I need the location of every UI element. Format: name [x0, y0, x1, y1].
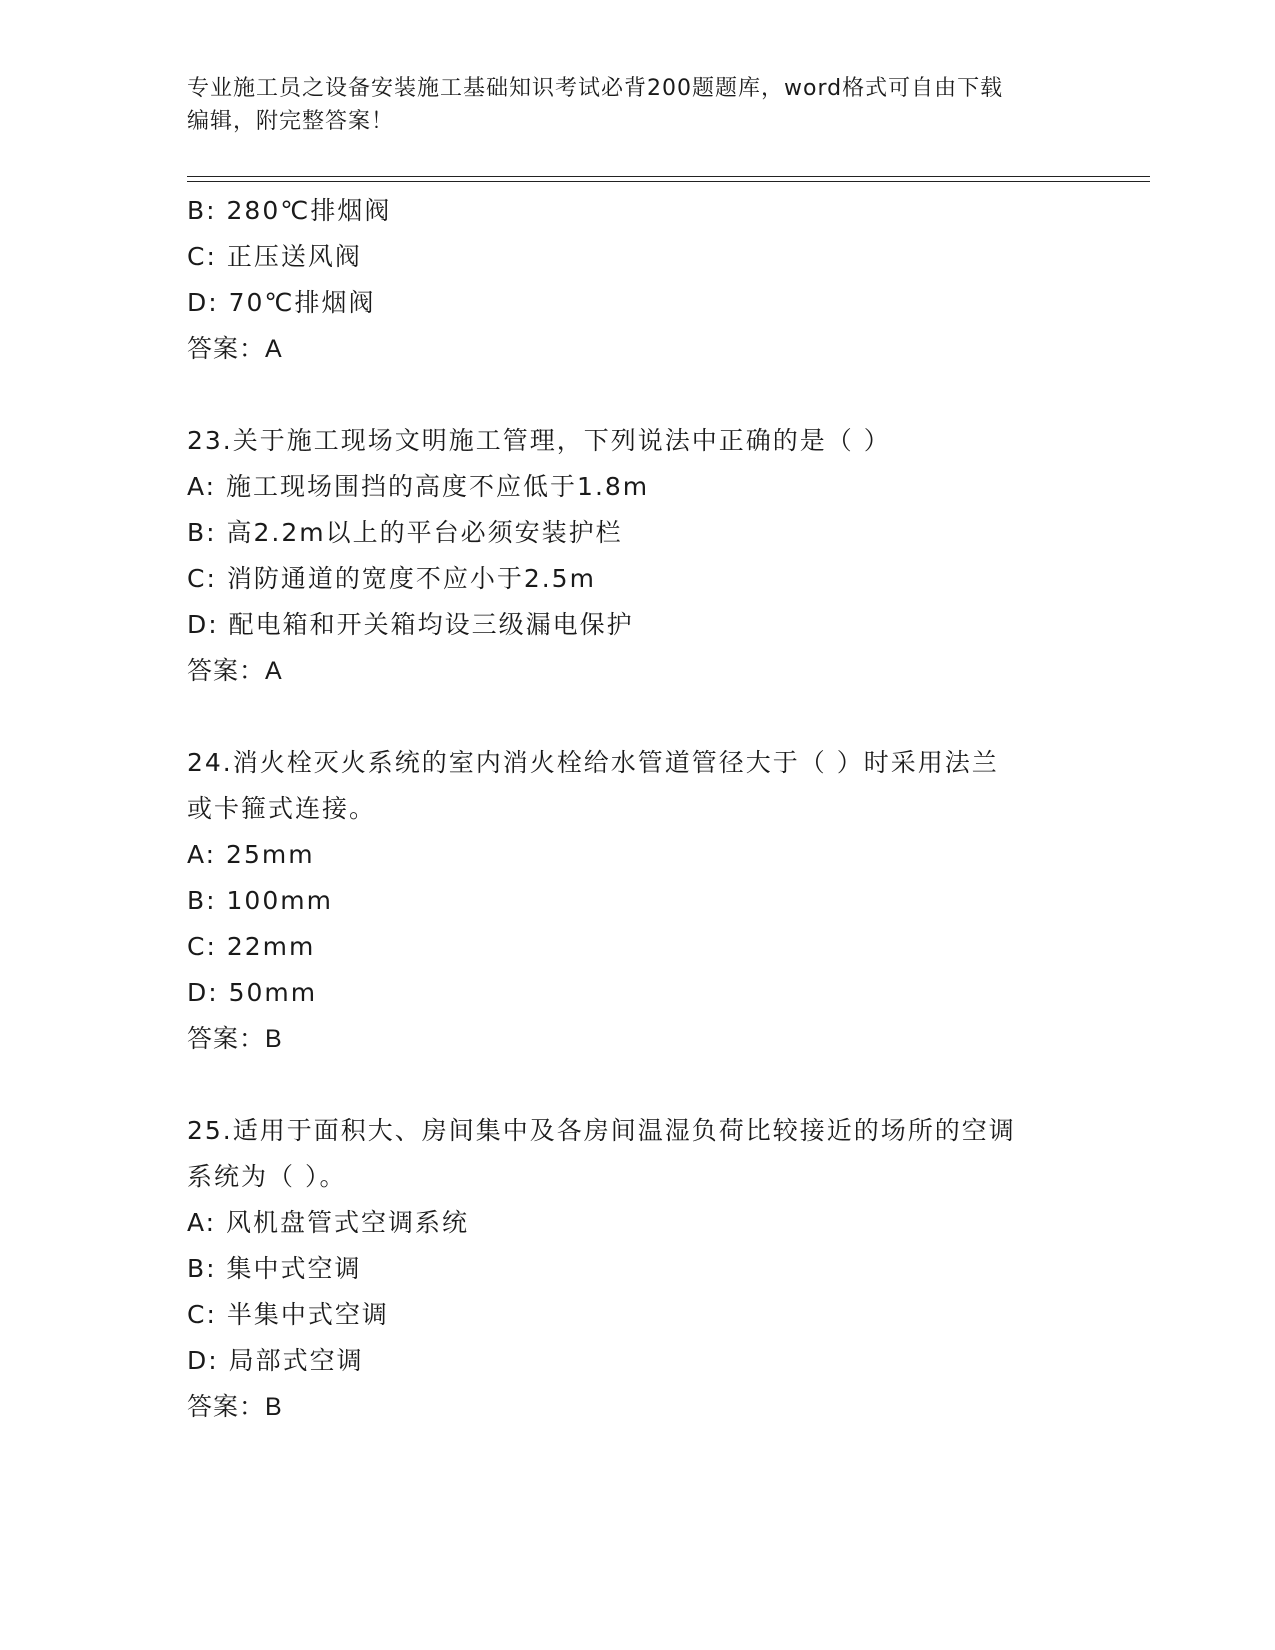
answer-line: 答案：A [187, 335, 283, 363]
question-24 [187, 740, 1087, 1062]
document-header [187, 72, 1067, 138]
question-list [187, 188, 1087, 1430]
question-text-line-1: 25.适用于面积大、房间集中及各房间温湿负荷比较接近的场所的空调 [187, 1116, 1016, 1145]
option-d: D: 50mm [187, 978, 318, 1007]
question-text-line-2: 或卡箍式连接。 [187, 794, 377, 823]
option-a: A: 风机盘管式空调系统 [187, 1208, 470, 1237]
question-text: 23.关于施工现场文明施工管理，下列说法中正确的是（ ） [187, 426, 891, 455]
option-b: B: 集中式空调 [187, 1254, 362, 1283]
option-c: C: 消防通道的宽度不应小于2.5m [187, 564, 596, 593]
option-b: B: 高2.2m以上的平台必须安装护栏 [187, 518, 623, 547]
option-b: B: 100mm [187, 886, 333, 915]
option-a: A: 施工现场围挡的高度不应低于1.8m [187, 472, 650, 501]
option-a: A: 25mm [187, 840, 315, 869]
spacer [187, 694, 1087, 740]
question-25 [187, 1108, 1087, 1430]
option-c: C: 22mm [187, 932, 316, 961]
header-title-line-1: 专业施工员之设备安装施工基础知识考试必背200题题库，word格式可自由下载 [187, 76, 1004, 101]
spacer [187, 372, 1087, 418]
option-c: C: 半集中式空调 [187, 1300, 389, 1329]
question-22-tail [187, 188, 1087, 372]
question-23 [187, 418, 1087, 694]
question-text-line-2: 系统为（ ）。 [187, 1162, 347, 1191]
header-title-line-2: 编辑，附完整答案！ [187, 109, 395, 134]
option-d: D: 70℃排烟阀 [187, 288, 376, 317]
question-text-line-1: 24.消火栓灭火系统的室内消火栓给水管道管径大于（ ）时采用法兰 [187, 748, 999, 777]
option-c: C: 正压送风阀 [187, 242, 362, 271]
header-divider-top [187, 176, 1150, 177]
option-d: D: 局部式空调 [187, 1346, 364, 1375]
header-divider-bottom [187, 181, 1150, 182]
answer-line: 答案：B [187, 1025, 283, 1053]
option-b: B: 280℃排烟阀 [187, 196, 392, 225]
option-d: D: 配电箱和开关箱均设三级漏电保护 [187, 610, 634, 639]
spacer [187, 1062, 1087, 1108]
answer-line: 答案：B [187, 1393, 283, 1421]
answer-line: 答案：A [187, 657, 283, 685]
